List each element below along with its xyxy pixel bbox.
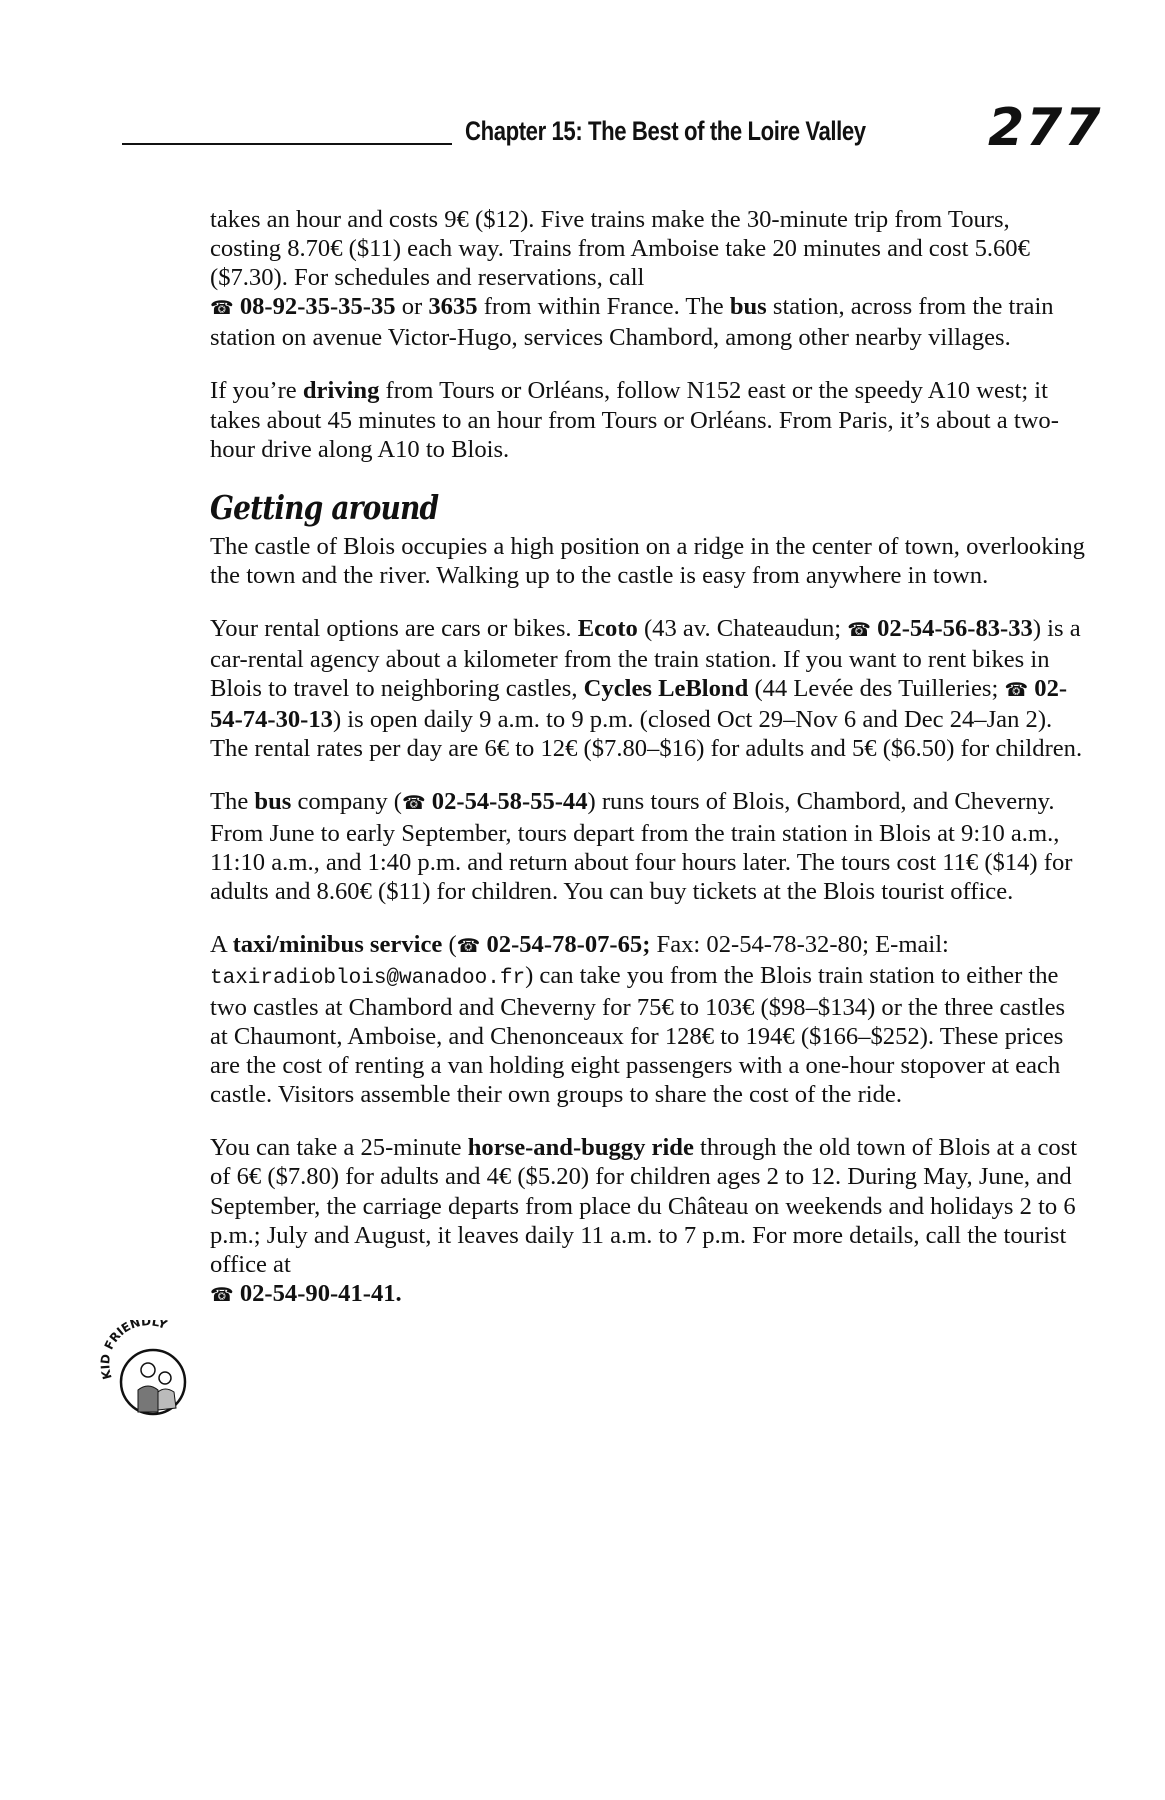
phone-number: 3635 — [428, 293, 478, 321]
chapter-title: Chapter 15: The Best of the Loire Valley — [465, 116, 866, 146]
phone-icon: ☎ — [456, 934, 481, 957]
phone-number: 02-54-74-30-13 — [210, 675, 1068, 734]
phone-icon: ☎ — [210, 297, 234, 320]
running-header — [122, 98, 1103, 160]
paragraph-taxi: A taxi/minibus service (☎ 02-54-78-07-65; Fax: 02-54-78-32-80; E-mail: taxiradioblois@wanadoo.fr) can take you from the Blois train station to either the two castles at Chambord and Cheverny for 75€ to 103€ ($98–$134) or the three castles at Chaumont, Amboise, and Chenonceaux for 128€ to 194€ ($166–$252). These prices are the cost of renting a van holding eight passengers with a one-hour stopover at each castle. Visitors assemble their own groups to share the cost of the ride. — [210, 930, 1066, 1109]
phone-icon: ☎ — [401, 792, 426, 815]
section-heading: Getting around — [210, 487, 439, 527]
phone-number: 02-54-56-83-33 — [877, 614, 1033, 642]
kid-friendly-icon — [98, 1320, 198, 1420]
page-number: 277 — [988, 98, 1103, 158]
header-rule — [122, 143, 452, 145]
phone-icon: ☎ — [847, 618, 871, 641]
svg-text:KID FRIENDLY: KID FRIENDLY — [98, 1320, 169, 1381]
phone-number: 02-54-90-41-41. — [239, 1279, 402, 1307]
phone-number: 08-92-35-35-35 — [239, 293, 396, 321]
phone-number: 02-54-58-55-44 — [431, 788, 588, 816]
page-body — [210, 205, 1085, 1334]
phone-icon: ☎ — [210, 1283, 234, 1306]
paragraph-horse-buggy: You can take a 25-minute horse-and-buggy ride through the old town of Blois at a cost of 6€ ($7.80) for adults and 4€ ($5.20) for children ages 2 to 12. During May, June, and September, the carriage departs from place du Château on weekends and holidays 2 to 6 p.m.; July and August, it leaves daily 11 a.m. to 7 p.m. For more details, call the tourist office at ☎ 02-54-90-41-41. — [210, 1134, 1078, 1307]
paragraph-castle: The castle of Blois occupies a high position on a ridge in the center of town, overlooking the town and the river. Walking up to the castle is easy from anywhere in town. — [210, 532, 1085, 589]
paragraph-train-info: takes an hour and costs 9€ ($12). Five trains make the 30-minute trip from Tours, costing 8.70€ ($11) each way. Trains from Amboise take 20 minutes and cost 5.60€ ($7.30). For schedules and reservations, call ☎ 08-92-35-35-35 or 3635 from within France. The bus station, across from the train station on avenue Victor-Hugo, services Chambord, among other nearby villages. — [210, 206, 1054, 352]
paragraph-bus-tours: The bus company (☎ 02-54-58-55-44) runs tours of Blois, Chambord, and Cheverny. From June to early September, tours depart from the train station in Blois at 9:10 a.m., 11:10 a.m., and 1:40 p.m. and return about four hours later. The tours cost 11€ ($14) for adults and 8.60€ ($11) for children. You can buy tickets at the Blois tourist office. — [210, 788, 1073, 905]
phone-number: 02-54-78-07-65; — [486, 930, 651, 958]
phone-icon: ☎ — [1004, 679, 1029, 702]
paragraph-driving: If you’re driving from Tours or Orléans, follow N152 east or the speedy A10 west; it takes about 45 minutes to an hour from Tours or Orléans. From Paris, it’s about a two-hour drive along A10 to Blois. — [210, 377, 1059, 463]
email-address: taxiradioblois@wanadoo.fr — [210, 966, 526, 990]
paragraph-rentals: Your rental options are cars or bikes. Ecoto (43 av. Chateaudun; ☎ 02-54-56-83-33) is a car-rental agency about a kilometer from the train station. If you want to rent bikes in Blois to travel to neighboring castles, Cycles LeBlond (44 Levée des Tuilleries; ☎ 02-54-74-30-13) is open daily 9 a.m. to 9 p.m. (closed Oct 29–Nov 6 and Dec 24–Jan 2). The rental rates per day are 6€ to 12€ ($7.80–$16) for adults and 5€ ($6.50) for children. — [210, 614, 1083, 763]
